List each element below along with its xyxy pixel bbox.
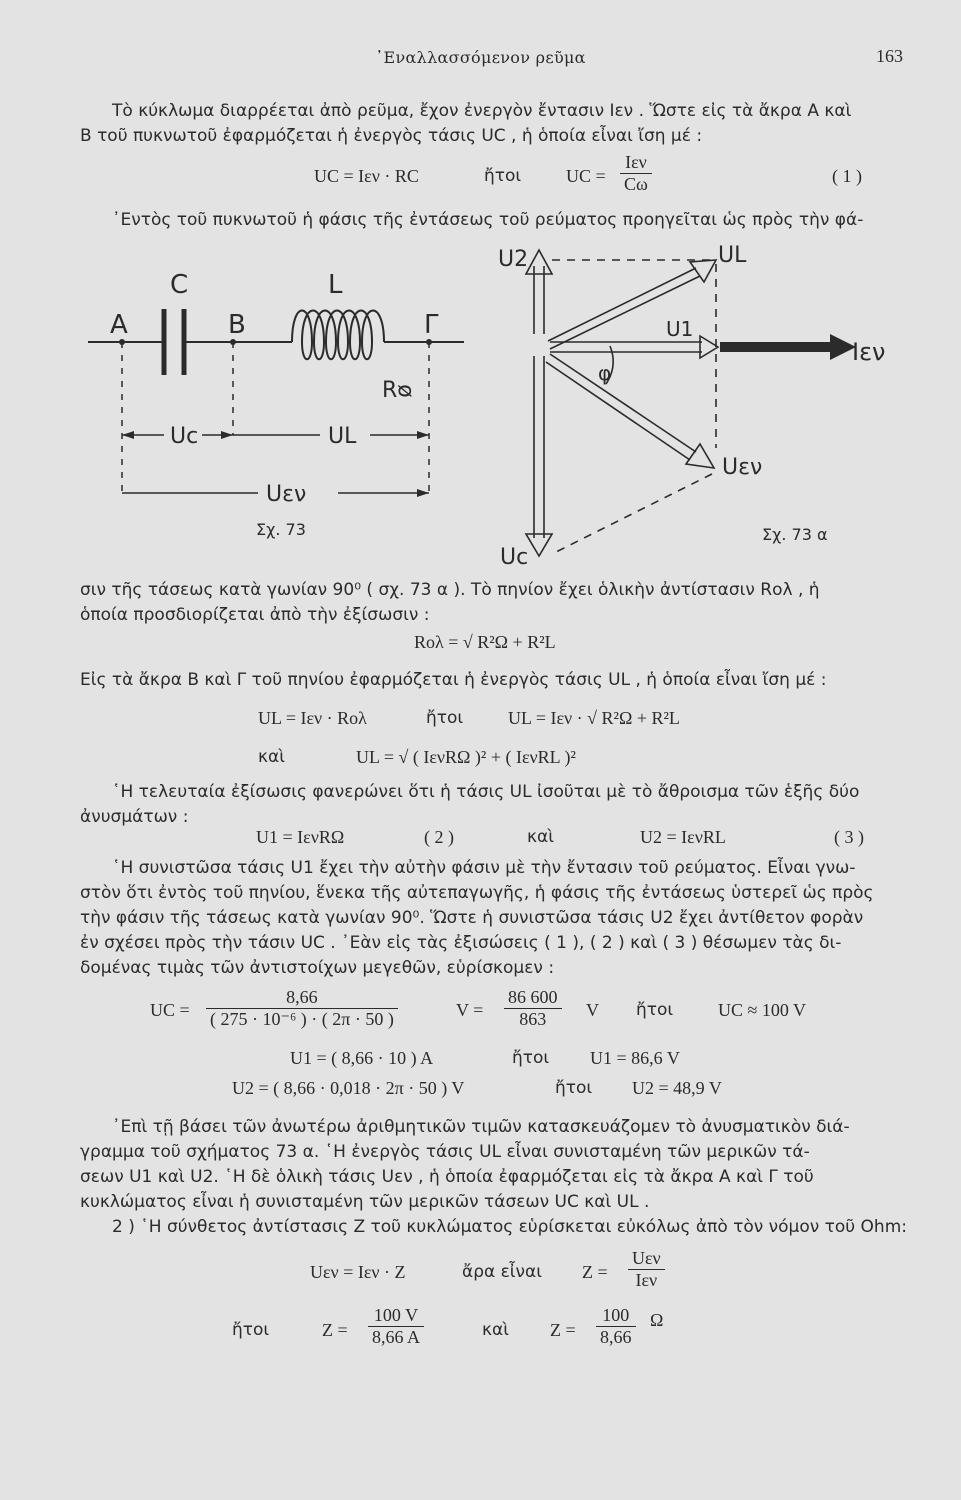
result-line-5: δομένας τιμὰς τῶν ἀντιστοίχων μεγεθῶν, εὑρίσκομεν : [80, 958, 555, 978]
calc-uc-fraction-2 [504, 987, 562, 1030]
eq1-left: UC = Iεν · RC [314, 166, 419, 186]
eq1-number: ( 1 ) [832, 166, 862, 186]
uen-arrowhead [417, 489, 429, 497]
z-eq-c-lhs: Z = [322, 1320, 348, 1340]
z-eq-d-word: καὶ [482, 1320, 509, 1340]
intro-line-1: Τὸ κύκλωμα διαρρέεται ἀπὸ ρεῦμα, ἔχον ἐνεργὸν ἔντασιν Iεν . Ὥστε εἰς τὰ ἄκρα Α καὶ [112, 101, 852, 121]
calc-uc-den1: ( 275 · 10⁻⁶ ) · ( 2π · 50 ) [210, 1009, 394, 1029]
label-ul: UL [328, 424, 357, 449]
page-number: 163 [876, 46, 903, 66]
z-eq-d-num: 100 [596, 1305, 636, 1327]
calc-u2-word: ἤτοι [555, 1078, 593, 1098]
phase-line: ᾿Εντὸς τοῦ πυκνωτοῦ ἡ φάσις τῆς ἐντάσεως τοῦ ρεύματος προηγεῖται ὡς πρὸς τὴν φά- [112, 210, 864, 230]
calc-uc-num1: 8,66 [206, 987, 398, 1009]
uen-shaft-top [550, 354, 696, 452]
label-phi: φ [598, 361, 612, 385]
u2-arrowhead [526, 250, 552, 274]
sum-line-2: ἀνυσμάτων : [80, 807, 189, 827]
eq-and: καὶ [527, 827, 554, 847]
eq1-numerator: Iεν [620, 152, 652, 174]
calc-uc-word: ἤτοι [636, 1000, 674, 1020]
label-ien: Iεν [852, 338, 886, 366]
label-l: L [328, 270, 343, 300]
uc-arrowhead-right [221, 431, 233, 439]
eq-ul-left: UL = Iεν · Rολ [258, 708, 367, 728]
label-gamma: Γ [424, 310, 439, 340]
eq1-denominator: Cω [624, 174, 648, 194]
label-a: A [110, 310, 128, 340]
label-r-omega: Rᴓ [382, 378, 413, 403]
eq-ul2: UL = √ ( IενRΩ )² + ( IενRL )² [356, 747, 576, 767]
figure-73-circuit [80, 245, 480, 550]
diagram-line-4: κυκλώματος εἶναι ἡ συνισταμένη τῶν μερικῶν τάσεων UC καὶ UL . [80, 1192, 650, 1212]
eq-ul-right: UL = Iεν · √ R²Ω + R²L [508, 708, 680, 728]
z-eq-c-num: 100 V [368, 1305, 424, 1327]
calc-uc-lhs: UC = [150, 1000, 190, 1020]
inductor-coil [292, 311, 384, 360]
label-uc: Uc [170, 424, 199, 449]
z-eq-a-word: ἄρα εἶναι [462, 1262, 543, 1282]
eq1-word: ἤτοι [484, 166, 522, 186]
z-eq-a: Uεν = Iεν · Z [310, 1262, 406, 1282]
z-eq-b-lhs: Z = [582, 1262, 608, 1282]
result-line-1: ῾Η συνιστῶσα τάσις U1 ἔχει τὴν αὐτὴν φάσιν μὲ τὴν ἔντασιν τοῦ ρεύματος. Εἶναι γνω- [112, 858, 856, 878]
z-eq-c-fraction [368, 1305, 424, 1348]
diagram-line-2: γραμμα τοῦ σχήματος 73 α. ῾Η ἐνεργὸς τάσις UL εἶναι συνισταμένη τῶν μερικῶν τά- [80, 1142, 810, 1162]
label-uen: Uεν [266, 482, 307, 507]
z-eq-c-den: 8,66 A [372, 1327, 421, 1347]
result-line-2: στὸν ὅτι ἐντὸς τοῦ πηνίου, ἕνεκα τῆς αὐτεπαγωγῆς, ἡ φάσις τῆς ἐντάσεως ὑστερεῖ ὡς πρὸς [80, 883, 874, 903]
intro-line-2: Β τοῦ πυκνωτοῦ ἐφαρμόζεται ἡ ἐνεργὸς τάσις UC , ἡ ὁποία εἶναι ἴση μέ : [80, 126, 703, 146]
eq3: U2 = IενRL [640, 827, 726, 847]
z-eq-d-unit: Ω [650, 1310, 664, 1330]
after-fig-line-2: ὁποία προσδιορίζεται ἀπὸ τὴν ἐξίσωσιν : [80, 605, 430, 625]
running-header: ᾿Εναλλασσόμενον ρεῦμα [375, 48, 586, 67]
calc-u1-expr: U1 = ( 8,66 · 10 ) A [290, 1048, 434, 1068]
calc-u1-result: U1 = 86,6 V [590, 1048, 680, 1068]
calc-u2-expr: U2 = ( 8,66 · 0,018 · 2π · 50 ) V [232, 1078, 465, 1098]
eq1-fraction [620, 152, 652, 195]
eq-rol: Rολ = √ R²Ω + R²L [414, 632, 556, 652]
eq-ul2-word: καὶ [258, 747, 285, 767]
label-u2: U2 [498, 247, 529, 272]
eq2: U1 = IενRΩ [256, 827, 345, 847]
eq-ul-word: ἤτοι [426, 708, 464, 728]
z-eq-b-num: Uεν [628, 1248, 665, 1270]
z-eq-b-den: Iεν [635, 1270, 658, 1290]
calc-uc-unit: V [586, 1000, 599, 1020]
label-uc-phasor: Uc [500, 545, 529, 570]
caption-fig-73: Σχ. 73 [256, 520, 306, 539]
calc-u1-word: ἤτοι [512, 1048, 550, 1068]
label-u1: U1 [666, 317, 694, 341]
result-line-4: ἐν σχέσει πρὸς τὴν τάσιν UC . ᾿Εὰν εἰς τὰς ἐξισώσεις ( 1 ), ( 2 ) καὶ ( 3 ) θέσωμεν τὰς δι- [80, 933, 842, 953]
caption-fig-73a: Σχ. 73 α [762, 525, 828, 544]
uc-arrowhead [526, 534, 552, 556]
dash-uen-uc [552, 474, 712, 554]
label-b: B [228, 310, 246, 340]
diagram-line-3: σεων U1 καὶ U2. ῾Η δὲ ὁλικὴ τάσις Uεν , ἡ ὁποία ἐφαρμόζεται εἰς τὰ ἄκρα Α καὶ Γ τοῦ [80, 1167, 814, 1187]
uc-arrowhead-left [122, 431, 134, 439]
result-line-3: τὴν φάσιν τῆς τάσεως κατὰ γωνίαν 90⁰. Ὥστε ἡ συνιστῶσα τάσις U2 ἔχει ἀντίθετον φορὰν [80, 908, 864, 928]
calc-uc-mid: V = [456, 1000, 484, 1020]
after-fig-line-1: σιν τῆς τάσεως κατὰ γωνίαν 90⁰ ( σχ. 73 α ). Τὸ πηνίον ἔχει ὁλικὴν ἀντίστασιν Rολ , ἡ [80, 580, 820, 600]
sum-line-1: ῾Η τελευταία ἐξίσωσις φανερώνει ὅτι ἡ τάσις UL ἰσοῦται μὲ τὸ ἄθροισμα τῶν ἑξῆς δύο [112, 782, 860, 802]
diagram-line-1: ᾿Επὶ τῇ βάσει τῶν ἀνωτέρω ἀριθμητικῶν τιμῶν κατασκευάζομεν τὸ ἀνυσματικὸν διά- [112, 1117, 850, 1137]
calc-uc-num2: 86 600 [504, 987, 562, 1009]
calc-uc-result: UC ≈ 100 V [718, 1000, 807, 1020]
eq2-number: ( 2 ) [424, 827, 454, 847]
label-c: C [170, 270, 189, 300]
z-eq-d-lhs: Z = [550, 1320, 576, 1340]
z-eq-d-fraction [596, 1305, 636, 1348]
uen-shaft-bottom [546, 362, 690, 460]
z-eq-b-fraction [628, 1248, 665, 1291]
calc-uc-fraction-1 [206, 987, 398, 1030]
ien-shaft [720, 342, 830, 352]
calc-uc-den2: 863 [519, 1009, 547, 1029]
eq3-number: ( 3 ) [834, 827, 864, 847]
z-eq-c-word: ἤτοι [232, 1320, 270, 1340]
ul-arrowhead [417, 431, 429, 439]
calc-u2-result: U2 = 48,9 V [632, 1078, 722, 1098]
z-eq-d-den: 8,66 [600, 1327, 632, 1347]
eq1-right-lhs: UC = [566, 166, 606, 186]
z-line-1: 2 ) ῾Η σύνθετος ἀντίστασις Z τοῦ κυκλώματος εὑρίσκεται εὐκόλως ἀπὸ τὸν νόμον τοῦ Ohm: [112, 1217, 907, 1237]
figure-73a-phasor [490, 238, 910, 573]
after-fig-line-3: Εἰς τὰ ἄκρα Β καὶ Γ τοῦ πηνίου ἐφαρμόζεται ἡ ἐνεργὸς τάσις UL , ἡ ὁποία εἶναι ἴση μέ : [80, 670, 827, 690]
label-ul-phasor: UL [718, 243, 747, 268]
label-uen-phasor: Uεν [722, 455, 763, 480]
